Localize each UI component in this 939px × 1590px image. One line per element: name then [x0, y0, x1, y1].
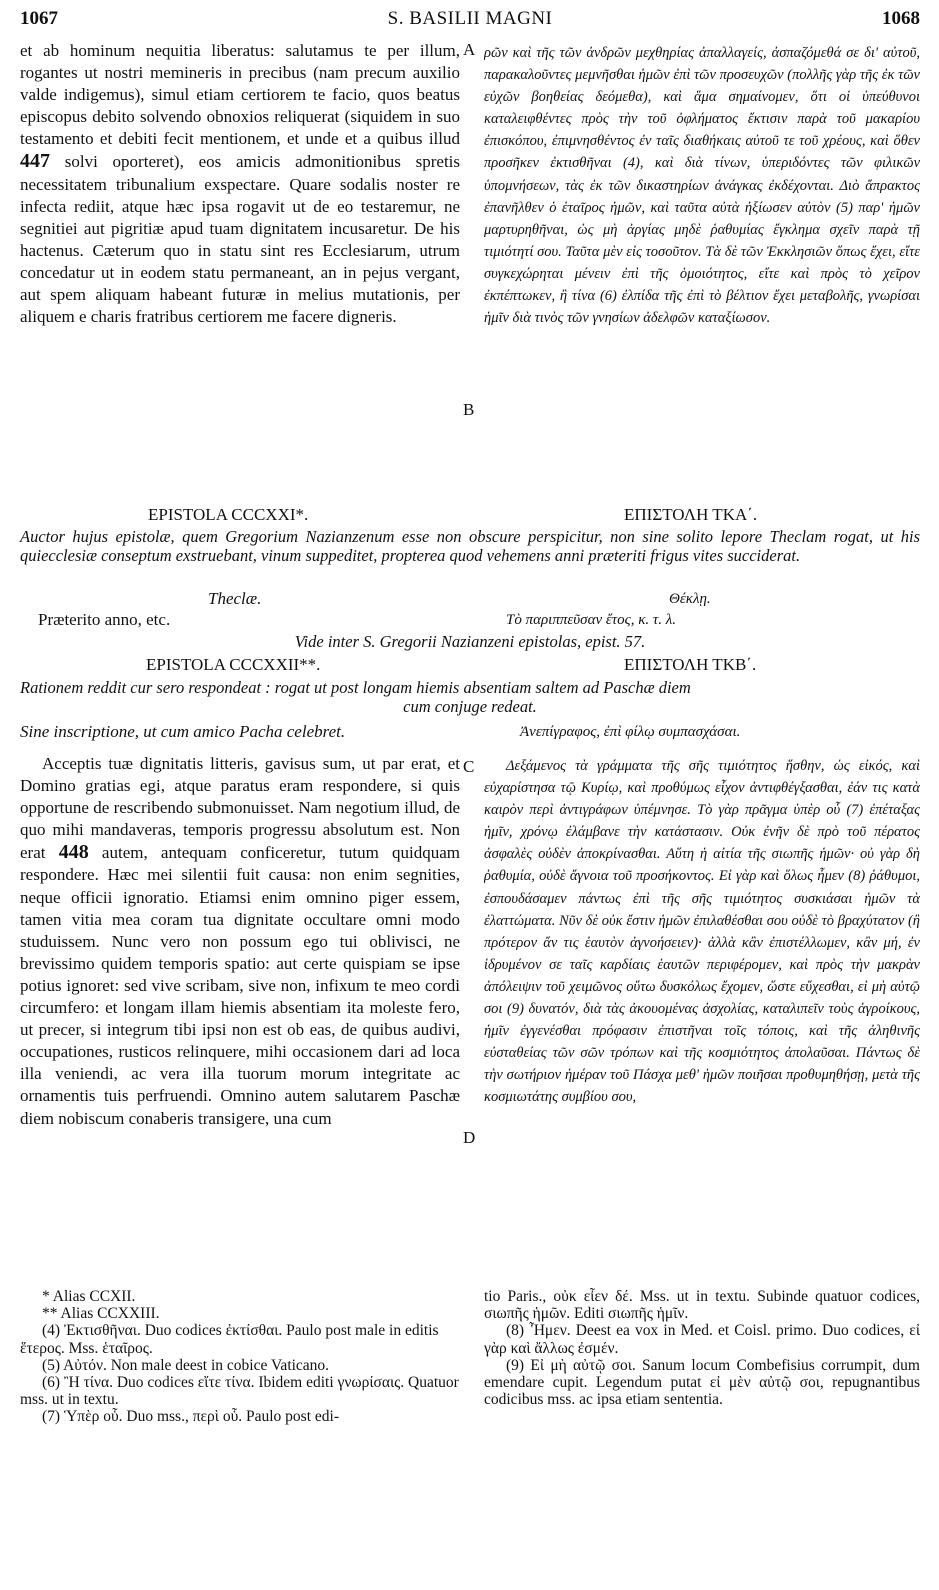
footnote: ** Alias CCXXIII. — [42, 1305, 160, 1323]
footnote: (6) Ἢ τίνα. Duo codices εἴτε τίνα. Ibidem editi γνωρίσαις. Quatuor mss. ut in textu. — [20, 1374, 459, 1409]
latin-text: Acceptis tuæ dignitatis litteris, gavisus sum, ut par erat, et Domino gratias egi, atque paratus eram respondere, si quis opportune de rescribendo submonuisset. Nam negotium illud, de quo mihi mandaveras, temporis progressu absolutum est. Non erat — [20, 754, 460, 863]
epistle-322-summary-line1: Rationem reddit cur sero respondeat : rogat ut post longam hiemis absentiam saltem ad Paschæ diem — [20, 678, 691, 697]
latin-column-continuation — [20, 40, 460, 416]
epistle-322-address-latin: Sine inscriptione, ut cum amico Pacha celebret. — [20, 722, 346, 741]
footnotes-right — [484, 1288, 920, 1578]
greek-text: ρῶν καὶ τῆς τῶν ἀνδρῶν μεχθηρίας ἀπαλλαγείς, ἀσπαζόμεθά σε δι' αὐτοῦ, παρακαλοῦντες μεμνῆσθαι ἡμῶν ἐπὶ τῶν προσευχῶν (πολλῆς γὰρ τῆς ἐκ τῶν εὐχῶν βοηθείας δεόμεθα), καὶ ἅμα σημαίνομεν, ὅτι οἱ ὑπεύθυνοι καταλειφθέντες πρὸς τὴν τοῦ ὀφλήματος ἔκτισιν παρὰ τοῦ μακαρίου ἐπισκόπου, ἐπιμνησθέντος ἐν ταῖς διαθήκαις αὐτοῦ τε τοῦ χρέους, καὶ ὅθεν προσῆκεν ἐκτισθῆναι (4), καὶ διὰ τίνων, ὑπεριδόντες τῶν φιλικῶν ὑπομνήσεων, τὰς ἐκ τῶν δικαστηρίων ἀνάγκας ἐκδέχονται. Διὸ ἄπρακτος ἐπανῆλθεν ὁ ἑταῖρος ἡμῶν, καὶ ταῦτα αὐτὰ ἠξίωσεν αὐτὸν (5) παρ' ἡμῶν μαρτυρηθῆναι, ὡς μὴ ἀργίας μηδὲ ῥαθυμίας ἔγκλημα σχεῖν παρὰ τῇ τιμιότητί σου. Ταῦτα μὲν εἰς τοσοῦτον. Τὰ δὲ τῶν Ἐκκλησιῶν ὅπως ἔχει, εἴτε συγκεχώρηται μένειν ἐπὶ τῆς ὁμοιότητος, εἴτε καὶ πρὸς τὸ χεῖρον ἐκπέπτωκεν, ἢ τίνα (6) ἐλπίδα τῆς ἐπὶ τὸ βέλτιον ἔχει μεταβολῆς, γνωρίσαι ἡμῖν διὰ τινὸς τῶν γνησίων ἀδελφῶν καταξίωσον. — [484, 45, 920, 327]
margin-marker-a: A — [463, 40, 476, 59]
footnote: (5) Αὐτόν. Non male deest in cobice Vaticano. — [42, 1356, 330, 1374]
epistle-321-address-latin: Theclæ. — [208, 589, 262, 608]
latin-column-epistle-322 — [20, 753, 460, 1283]
greek-column-epistle-322 — [484, 755, 920, 1285]
epistle-321-incipit-latin: Præterito anno, etc. — [38, 610, 171, 629]
latin-text: solvi oporteret), eos amicis admonitionibus spretis necessitatem tribunalium exspectare. Quare sodalis noster re infecta rediit, atque hæc ipsa rogavit ut de eo testaremur, ne segnitiei aut pigritiæ apud tuam dignitatem incusaretur. De his hactenus. Cæterum quo in statu sint res Ecclesiarum, utrum concedatur ut in eodem statu permaneant, an in pejus vergant, aut spem aliquam habeant futuræ in melius mutationis, per aliquem e charis fratribus certiorem me facere digneris. — [20, 152, 460, 327]
footnote: tio Paris., οὐκ εἶεν δέ. Mss. ut in textu. Subinde quatuor codices, σιωπῆς ἡμῶν. Editi σιωπῆς ἡμῖν. — [484, 1288, 920, 1323]
margin-marker-d: D — [463, 1128, 476, 1147]
latin-text: autem, antequam conficeretur, tutum quidquam respondere. Hæc mei silentii fuit causa: non enim segnities, neque officii ignoratio. Etiamsi enim omnino piger essem, tamen vitia mea coram tua dignitate occultare omni modo studuissem. Nunc vero non possum ego tui oblivisci, ne brevissimo quidem temporis spatio: aut certe quispiam se ipse potius ignoret: sed vive scribam, sive non, infixum te meo cordi circumfero: et longam illam hiemis absentiam ita moleste fero, ut precer, si integrum tibi ipsi non est ob eas, de quibus audivi, occupationes, rusticos relinquere, mihi occasionem dari ad loca illa veniendi, ac vera illa tuorum morum integritate ac ornamentis tuis perfruendi. Omnino autem salutarem Paschæ diem nobiscum conaberis transigere, una cum — [20, 843, 460, 1128]
greek-column-continuation — [484, 42, 920, 494]
epistle-322-address-greek: Ἀνεπίγραφος, ἐπὶ φίλῳ συμπασχάσαι. — [520, 724, 741, 740]
epistle-321-summary: Auctor hujus epistolæ, quem Gregorium Nazianzenum esse non obscure perspicitur, non sine solito lepore Theclam rogat, ut his quiecclesiæ conseptum exstruebant, vinum suppeditet, propterea quod vehemens anni præteriti frigus vites succiderat. — [20, 527, 920, 565]
running-title: S. BASILII MAGNI — [387, 8, 553, 29]
epistle-321-incipit-greek: Τὸ παριππεῦσαν ἔτος, κ. τ. λ. — [506, 612, 677, 628]
running-header — [20, 8, 920, 36]
page-number-left: 1067 — [20, 8, 58, 29]
epistle-322-summary-line2: cum conjuge redeat. — [403, 697, 537, 716]
footnote: (9) Εἰ μὴ αὐτῷ σοι. Sanum locum Combefisius corrumpit, dum emendare cupit. Legendum putat εἰ μὲν αὐτῷ σοι, repugnantibus codicibus mss. ac ipsa etiam sententia. — [484, 1356, 920, 1409]
footnote: (4) Ἐκτισθῆναι. Duo codices ἐκτίσθαι. Paulo post male in editis ἕτερος. Mss. ἑταῖρος. — [20, 1322, 439, 1357]
epistle-322-title-latin: EPISTOLA CCCXXII**. — [146, 655, 321, 674]
epistle-321-reference: Vide inter S. Gregorii Nazianzeni epistolas, epist. 57. — [294, 632, 646, 651]
epistle-321-title-latin: EPISTOLA CCCXXI*. — [148, 505, 309, 524]
epistle-321-title-greek: ΕΠΙΣΤΟΛΗ ΤΚΑ΄. — [624, 505, 758, 524]
margin-marker-b: B — [463, 400, 475, 419]
greek-text: Δεξάμενος τὰ γράμματα τῆς σῆς τιμιότητος ἥσθην, ὡς εἰκός, καὶ εὐχαρίστησα τῷ Κυρίῳ, καὶ προθύμως εἶχον ἀντιφθέγξασθαι, ἐάν τις κατὰ καιρὸν περὶ ἀντιγράφων ὑπέμνησε. Τὸ γὰρ πρᾶγμα ὑπὲρ οὗ (7) ἐπέταξας ἡμῖν, χρόνῳ ἐλάμβανε τὴν κατάστασιν. Οὐκ ἐνῆν δὲ πρὸ τοῦ πέρατος ἀσφαλὲς οὐδὲν ἀποκρίνασθαι. Αὕτη ἡ αἰτία τῆς σιωπῆς ἡμῶν· οὐ γὰρ δὴ ῥαθυμία, οὐδὲ ἄγνοια τοῦ προσήκοντος. Εἰ γὰρ καὶ ὅλως ἦμεν (8) ῥάθυμοι, ἐσπουδάσαμεν πάντως ἐπὶ τῆς σῆς τιμιότητος συσκιάσαι ἡμῶν τὰ ἐλαττώματα. Νῦν δὲ οὐκ ἔστιν ἡμῶν ἐπιλαθέσθαι σου οὐδὲ τὸ βραχύτατον (ἢ πρότερον ἄν τις ἑαυτὸν ἀγνοήσειεν)· ἀλλὰ κἂν ἐπιστέλλωμεν, κἂν μή, ἐν ἱδρυμένον σε ταῖς καρδίαις ἑαυτῶν περιφέρομεν, καὶ πρὸς τὴν μακρὰν ἀπόλειψιν τοῦ χειμῶνος οὕτω δυσκόλως ἔχομεν, ὥστε εὔχεσθαι, εἰ μὴ αὐτῷ σοι (9) δυνατόν, διὰ τὰς ἀκουομένας ἀσχολίας, καταλιπεῖν τοὺς ἀγροίκους, ἡμῖν ἐγγενέσθαι πρόφασιν ἐπιστῆναι τοῖς τόποις, καὶ τῆς ἀληθινῆς εὐσταθείας τῶν σῶν τρόπων καὶ τῆς κοσμιότητος ἀπολαῦσαι. Πάντως δὲ τὴν σωτήριον ἡμέραν τοῦ Πάσχα μεθ' ἡμῶν ποιῆσαι προθυμηθήσῃ, μετὰ τῆς κοσμιωτάτης συμβίου σου, — [484, 758, 920, 1106]
epistle-322-title-greek: ΕΠΙΣΤΟΛΗ ΤΚΒ΄. — [624, 655, 757, 674]
page-ref-number: 448 — [58, 841, 89, 864]
latin-text: et ab hominum nequitia liberatus: salutamus te per illum, rogantes ut nostri memineris in precibus (nam precum auxilio valde indigemus), simul etiam certiorem te facio, quos beatus episcopus debito solvendo obnoxios reliquerat (siquidem in suo testamento et debiti fecit mentionem, et unde et a quibus illud — [20, 41, 460, 149]
page-number-right: 1068 — [882, 8, 920, 29]
margin-marker-c: C — [463, 757, 475, 776]
page-ref-number: 447 — [20, 150, 50, 173]
footnotes-left — [20, 1288, 460, 1578]
epistle-321-address-greek: Θέκλῃ. — [669, 591, 711, 607]
footnote: (7) Ὑπὲρ οὗ. Duo mss., περὶ οὗ. Paulo post edi- — [42, 1408, 339, 1426]
footnote: * Alias CCXII. — [42, 1288, 136, 1305]
footnote: (8) Ἦμεν. Deest ea vox in Med. et Coisl. primo. Duo codices, εἰ γὰρ καὶ ἄλλως ἐσμέν. — [484, 1322, 920, 1357]
